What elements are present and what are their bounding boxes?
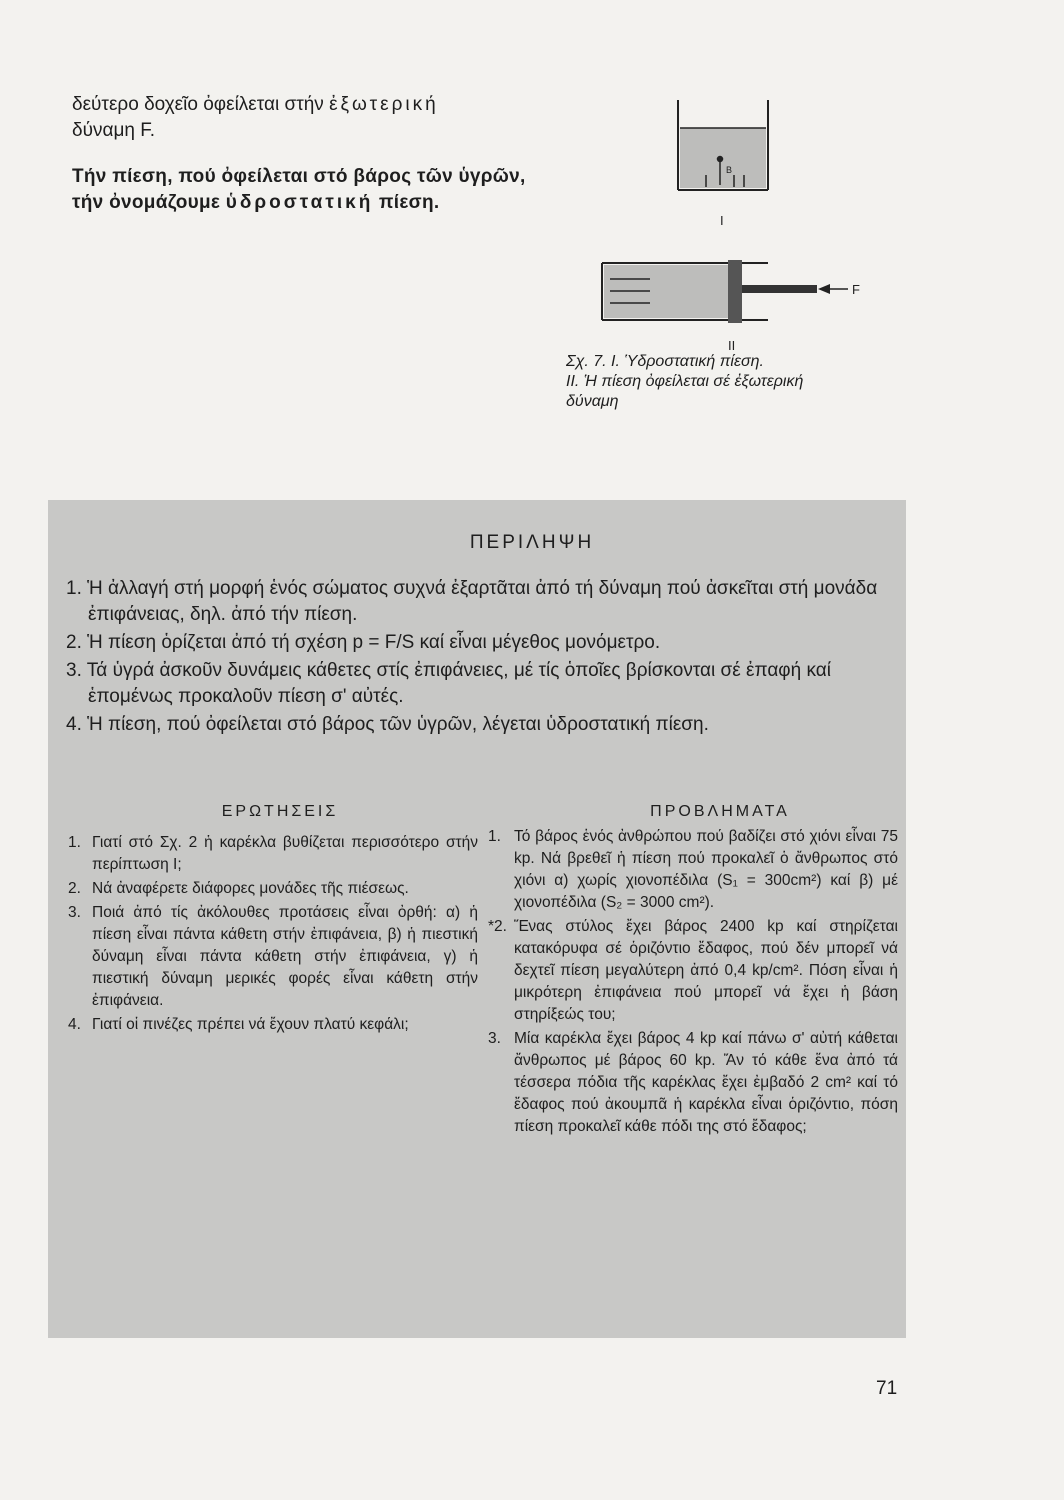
intro-text [72,92,552,216]
problems-title: ΠΡΟΒΛΗΜΑΤΑ [650,803,790,820]
caption-line-2: II. Ἡ πίεση ὀφείλεται σέ ἐξωτερική [566,373,804,390]
definition-term: ὑδροστατική [225,192,374,213]
summary-item: 4. Ἡ πίεση, πού ὀφείλεται στό βάρος τῶν ὑγρῶν, λέγεται ὑδροστατική πίεση. [66,714,709,735]
summary-list [66,576,896,740]
question-number: 2. [68,880,81,897]
summary-title: ΠΕΡΙΛΗΨΗ [469,532,595,553]
question-number: 3. [68,904,81,921]
question-text: Ποιά ἀπό τίς ἀκόλουθες προτάσεις εἶναι ὀρθή: α) ἡ πίεση εἶναι πάντα κάθετη στήν ἐπιφάνεια, β) ἡ πιεστική δύναμη εἶναι πάντα κάθετη στήν ἐπιφάνεια, γ) ἡ πιεστική δύναμη μερικές φορές εἶναι κάθετη στήν ἐπιφάνεια. [92,904,478,1009]
problem-number: *2. [488,918,507,935]
question-number: 4. [68,1016,81,1033]
question-item [68,878,478,900]
caption-line-3: δύναμη [566,393,619,410]
pressure-figure [560,95,900,355]
problems-list [488,826,898,1140]
label-ii: II [728,338,736,353]
intro-line-1 [72,92,552,118]
question-item [68,1014,478,1036]
intro-line-2: δύναμη F. [72,120,156,141]
question-number: 1. [68,834,81,851]
piston-rod [742,285,817,293]
problem-text: Ἕνας στύλος ἔχει βάρος 2400 kp καί στηρίζεται κατακόρυφα σέ ὁριζόντιο ἔδαφος, πού δέν μπορεῖ νά δεχτεῖ πίεση μεγαλύτερη ἀπό 0,4 kp/cm². Πόση εἶναι ἡ μικρότερη ἐπιφάνεια πού μπορεῖ νά ἔχει ἡ βάση στηρίξεώς του; [514,918,898,1023]
label-i: I [720,213,724,228]
questions-list [68,832,478,1038]
intro-line-1-text: δεύτερο δοχεῖο ὀφείλεται στήν [72,94,324,115]
summary-item: 3. Τά ὑγρά ἀσκοῦν δυνάμεις κάθετες στίς ἐπιφάνειες, μέ τίς ὁποῖες βρίσκονται σέ ἐπαφή καί ἑπομένως προκαλοῦν πίεση σ' αὐτές. [66,660,831,707]
problem-item [488,916,898,1026]
caption-line-1: Σχ. 7. I. Ὑδροστατική πίεση. [566,353,764,370]
label-b: B [726,165,733,175]
summary-item: 1. Ἡ ἀλλαγή στή μορφή ἑνός σώματος συχνά ἐξαρτᾶται ἀπό τή δύναμη πού ἀσκεῖται στή μονάδα ἐπιφάνειας, δηλ. ἀπό τήν πίεση. [66,578,878,625]
page-number: 71 [876,1378,898,1399]
question-item [68,902,478,1012]
definition-text: Τήν πίεση, πού ὀφείλεται στό βάρος τῶν ὑγρῶν, τήν ὀνομάζουμε [72,166,526,213]
problem-item [488,1028,898,1138]
label-f: F [852,282,860,297]
piston [728,260,742,323]
figure-caption [566,352,906,412]
problem-number: 1. [488,828,501,845]
problem-item [488,826,898,914]
problem-text: Μία καρέκλα ἔχει βάρος 4 kp καί πάνω σ' αὐτή κάθεται ἄνθρωπος μέ βάρος 60 kp. Ἄν τό κάθε ἕνα ἀπό τά τέσσερα πόδια τῆς καρέκλας ἔχει ἐμβαδό 2 cm² καί τό ἔδαφος πού ἀκουμπᾶ ἡ καρέκλα εἶναι ὁριζόντιο, πόση πίεση προκαλεῖ κάθε πόδι της στό ἔδαφος; [514,1030,898,1135]
problem-number: 3. [488,1030,501,1047]
summary-item: 2. Ἡ πίεση ὁρίζεται ἀπό τή σχέση p = F/S καί εἶναι μέγεθος μονόμετρο. [66,632,661,653]
hydrostatic-definition [72,164,552,216]
question-text: Γιατί στό Σχ. 2 ἡ καρέκλα βυθίζεται περισσότερο στήν περίπτωση I; [92,834,478,873]
definition-end: πίεση. [378,192,440,213]
problem-text: Τό βάρος ἑνός ἀνθρώπου πού βαδίζει στό χιόνι εἶναι 75 kp. Νά βρεθεῖ ἡ πίεση πού προκαλεῖ ὁ ἄνθρωπος στό χιόνι α) χωρίς χιονοπέδιλα (S₁ = 300cm²) καί β) μέ χιονοπέδιλα (S₂ = 3000 cm²). [514,828,898,911]
question-text: Γιατί οἱ πινέζες πρέπει νά ἔχουν πλατύ κεφάλι; [92,1016,409,1033]
intro-line-1-spaced: ἐξωτερική [329,94,439,115]
question-text: Νά ἀναφέρετε διάφορες μονάδες τῆς πιέσεως. [92,880,409,897]
questions-title: ΕΡΩΤΗΣΕΙΣ [221,803,339,820]
question-item [68,832,478,876]
